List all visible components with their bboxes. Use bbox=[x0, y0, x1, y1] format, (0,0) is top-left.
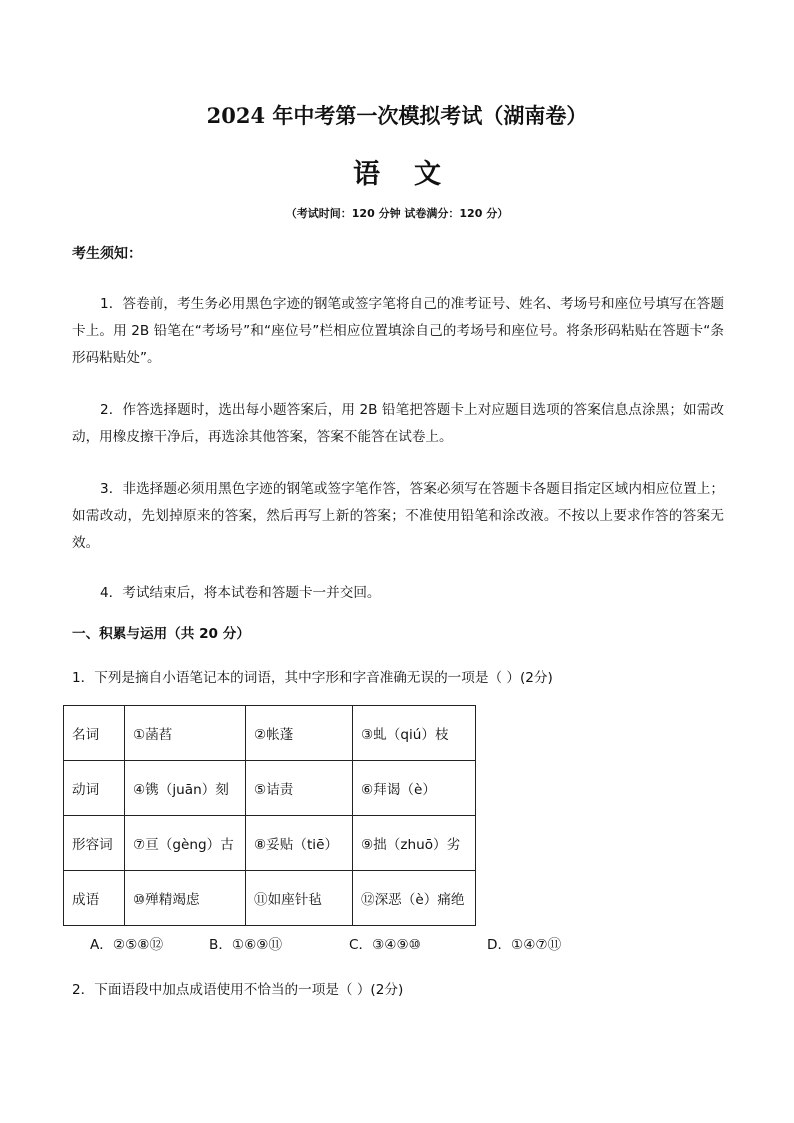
table-row bbox=[64, 871, 476, 926]
notice-item-2: 2．作答选择题时，选出每小题答案后，用 2B 铅笔把答题卡上对应题目选项的答案信息点涂黑；如需改动，用橡皮擦干净后，再选涂其他答案，答案不能答在试卷上。 bbox=[72, 402, 724, 445]
notice-item-3: 3．非选择题必须用黑色字迹的钢笔或签字笔作答，答案必须写在答题卡各题目指定区域内相应位置上；如需改动，先划掉原来的答案，然后再写上新的答案；不准使用铅笔和涂改液。不按以上要求作答的答案无效。 bbox=[72, 481, 724, 551]
question-2-stem: 2．下面语段中加点成语使用不恰当的一项是（ ）(2分) bbox=[72, 982, 404, 998]
table-cell: ④镌（juān）刻 bbox=[125, 761, 246, 816]
table-row bbox=[64, 761, 476, 816]
table-cell: ⑥拜谒（è） bbox=[353, 761, 476, 816]
notice-heading: 考生须知： bbox=[72, 246, 142, 262]
option-a: A．②⑤⑧⑫ bbox=[90, 937, 164, 953]
section-heading: 一、积累与运用（共 20 分） bbox=[72, 626, 250, 642]
table-cell: ⑨拙（zhuō）劣 bbox=[353, 816, 476, 871]
table-cell: ⑦亘（gèng）古 bbox=[125, 816, 246, 871]
table-row bbox=[64, 706, 476, 761]
option-b: B．①⑥⑨⑪ bbox=[209, 937, 283, 953]
exam-title: 2024 年中考第一次模拟考试（湖南卷） bbox=[206, 103, 588, 128]
option-d: D．①④⑦⑪ bbox=[487, 937, 562, 953]
table-cell: ①菡萏 bbox=[125, 706, 246, 761]
table-cell: ⑤诘责 bbox=[246, 761, 353, 816]
vocabulary-table bbox=[63, 705, 476, 926]
option-c: C．③④⑨⑩ bbox=[349, 937, 421, 953]
question-1-stem: 1．下列是摘自小语笔记本的词语，其中字形和字音准确无误的一项是（ ）(2分) bbox=[72, 670, 553, 686]
table-row bbox=[64, 816, 476, 871]
table-cell: ②帐蓬 bbox=[246, 706, 353, 761]
table-cell: ⑧妥贴（tiē） bbox=[246, 816, 353, 871]
subject-title: 语文 bbox=[353, 159, 475, 190]
notice-item-1: 1．答卷前，考生务必用黑色字迹的钢笔或签字笔将自己的准考证号、姓名、考场号和座位号填写在答题卡上。用 2B 铅笔在“考场号”和“座位号”栏相应位置填涂自己的考场号和座位号。将条形码粘贴在答题卡“条形码粘贴处”。 bbox=[72, 296, 724, 366]
table-cell: ⑪如座针毡 bbox=[246, 871, 353, 926]
table-cell: 形容词 bbox=[64, 816, 125, 871]
table-cell: ⑫深恶（è）痛绝 bbox=[353, 871, 476, 926]
table-cell: 名词 bbox=[64, 706, 125, 761]
table-cell: 动词 bbox=[64, 761, 125, 816]
table-cell: ③虬（qiú）枝 bbox=[353, 706, 476, 761]
table-cell: 成语 bbox=[64, 871, 125, 926]
exam-meta: （考试时间：120 分钟 试卷满分：120 分） bbox=[285, 207, 509, 220]
notice-item-4: 4．考试结束后，将本试卷和答题卡一并交回。 bbox=[100, 585, 381, 601]
table-cell: ⑩殚精竭虑 bbox=[125, 871, 246, 926]
